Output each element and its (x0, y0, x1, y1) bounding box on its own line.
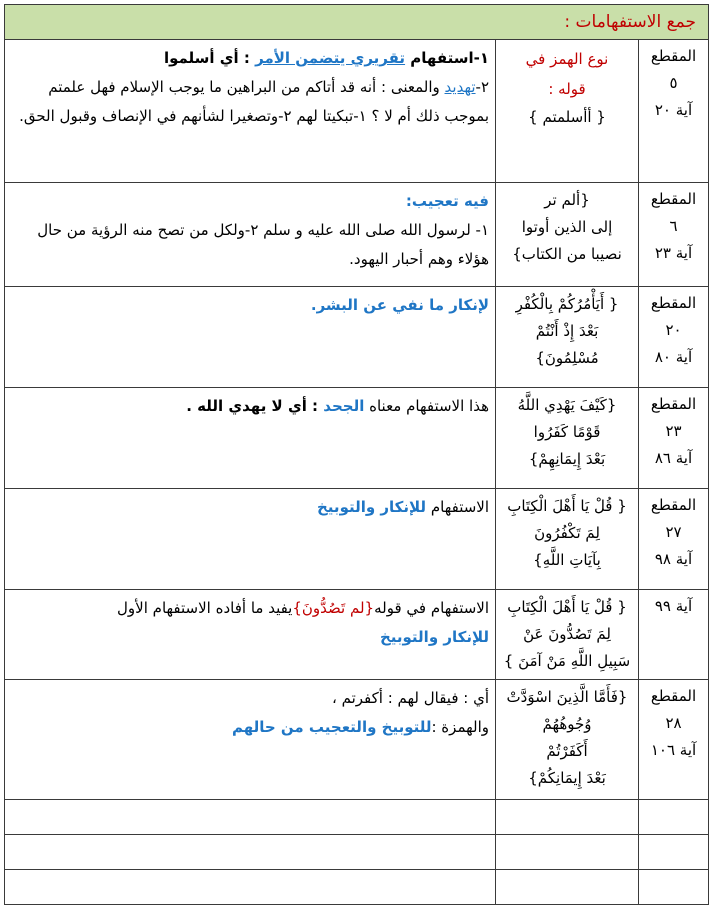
segment-number: ٢٠ (665, 321, 682, 339)
segment-label: المقطع (650, 496, 697, 514)
verse-line: بَعْدَ إِيمَانِكُمْ} (528, 769, 606, 787)
explanation-cell (5, 489, 496, 590)
segment-label: المقطع (650, 294, 697, 312)
segment-cell (639, 183, 709, 287)
explanation-cell (5, 388, 496, 489)
verse-line: إلى الذين أوتوا (521, 218, 613, 236)
explanation-highlight: للتوبيخ والتعجيب من حالهم (231, 718, 432, 736)
verse-line: { أَيَأْمُرُكُمْ بِالْكُفْرِ (515, 295, 619, 313)
explanation-text: ٢- (475, 78, 490, 96)
table-row (5, 680, 709, 800)
segment-label: المقطع (650, 395, 697, 413)
title-row (5, 5, 709, 40)
verse-line: بِآيَاتِ اللَّهِ} (533, 551, 601, 569)
explanation-highlight: لإنكار ما نفي عن البشر. (310, 296, 490, 314)
segment-cell (639, 40, 709, 183)
empty-cell (496, 800, 639, 835)
explanation-highlight: {لم تَصُدُّونَ} (292, 599, 375, 617)
verse-line: نصيبا من الكتاب} (512, 245, 622, 263)
segment-cell (639, 287, 709, 388)
empty-row (5, 870, 709, 905)
empty-row (5, 800, 709, 835)
empty-cell (639, 870, 709, 905)
explanation-highlight: الجحد (323, 397, 365, 415)
table-row (5, 590, 709, 680)
explanation-text: ١-استفهام (405, 49, 490, 67)
explanation-text: الاستفهام (426, 498, 490, 516)
verse-number: آية ٨٦ (654, 449, 693, 467)
verse-line: وُجُوهُهُمْ (542, 715, 592, 733)
explanation-text: الاستفهام في قوله (374, 599, 490, 617)
segment-number: ٢٣ (665, 422, 682, 440)
explanation-cell (5, 680, 496, 800)
explanation-cell (5, 287, 496, 388)
segment-label: المقطع (650, 47, 697, 65)
empty-row (5, 835, 709, 870)
verse-number: آية ٢٣ (654, 244, 693, 262)
segment-number: ٦ (669, 217, 678, 235)
segment-number: ٥ (669, 74, 678, 92)
explanation-cell (5, 40, 496, 183)
verse-line: مُسْلِمُونَ} (535, 349, 599, 367)
verse-line: { قُلْ يَا أَهْلَ الْكِتَابِ (507, 497, 627, 515)
verse-heading: قوله : (548, 80, 586, 98)
empty-cell (496, 870, 639, 905)
explanation-cell (5, 183, 496, 287)
explanation-cell (5, 590, 496, 680)
verse-line: سَبِيلِ اللَّهِ مَنْ آمَنَ } (503, 652, 631, 670)
explanation-text: يفيد ما أفاده الاستفهام الأول (117, 599, 293, 617)
verse-cell (496, 388, 639, 489)
segment-cell (639, 680, 709, 800)
empty-cell (639, 835, 709, 870)
explanation-heading: فيه تعجيب: (405, 192, 490, 210)
segment-cell (639, 489, 709, 590)
verse-cell (496, 183, 639, 287)
verse-cell (496, 590, 639, 680)
explanation-text: والهمزة : (431, 718, 490, 736)
questions-table (4, 4, 709, 905)
verse-cell (496, 287, 639, 388)
explanation-text: هذا الاستفهام معناه (364, 397, 490, 415)
verse-line: {كَيْفَ يَهْدِي اللَّهُ (517, 396, 617, 414)
title-cell (5, 5, 709, 40)
segment-cell (639, 590, 709, 680)
segment-label: المقطع (650, 190, 697, 208)
verse-cell (496, 40, 639, 183)
verse-line: { أأسلمتم } (528, 108, 606, 126)
verse-line: أَكَفَرْتُمْ (546, 742, 588, 760)
verse-line: قَوْمًا كَفَرُوا (533, 423, 601, 441)
explanation-text: والمعنى : أنه قد أتاكم من البراهين ما يوجب الإسلام فهل علمتم بموجب ذلك أم لا ؟ ١-تبكيتا لهم ٢-وتصغيرا لشأنهم في الإنصاف وقبول الحق. (19, 78, 490, 125)
verse-number: آية ٨٠ (654, 348, 693, 366)
verse-line: { قُلْ يَا أَهْلَ الْكِتَابِ (507, 598, 627, 616)
explanation-highlight: تقريري يتضمن الأمر (255, 49, 406, 67)
segment-number: ٢٨ (665, 714, 682, 732)
verse-line: لِمَ تَكْفُرُونَ (534, 524, 600, 542)
verse-cell (496, 489, 639, 590)
verse-line: {ألم تر (544, 191, 590, 209)
table-row (5, 287, 709, 388)
verse-number: آية ٩٨ (654, 550, 693, 568)
verse-number: آية ٢٠ (654, 101, 693, 119)
table-row (5, 40, 709, 183)
empty-cell (496, 835, 639, 870)
empty-cell (639, 800, 709, 835)
empty-cell (5, 870, 496, 905)
verse-number: آية ١٠٦ (650, 741, 697, 759)
verse-line: لِمَ تَصُدُّونَ عَنْ (523, 625, 611, 643)
explanation-text: : أي لا يهدي الله . (186, 397, 324, 415)
segment-number: ٢٧ (665, 523, 682, 541)
verse-line: بَعْدَ إِذْ أَنْتُمْ (535, 322, 599, 340)
verse-line: بَعْدَ إِيمَانِهِمْ} (528, 450, 606, 468)
empty-cell (5, 835, 496, 870)
table-row (5, 183, 709, 287)
table-title: جمع الاستفهامات : (564, 12, 697, 32)
verse-heading: نوع الهمز في (525, 50, 609, 68)
explanation-text: : أي أسلموا (163, 49, 256, 67)
explanation-highlight: للإنكار والتوبيخ (317, 498, 427, 516)
table-row (5, 489, 709, 590)
explanation-text: ١- لرسول الله صلى الله عليه و سلم ٢-ولكل من تصح منه الرؤية من حال هؤلاء وهم أحبار اليهود. (37, 221, 490, 268)
verse-number: آية ٩٩ (654, 597, 693, 615)
segment-cell (639, 388, 709, 489)
explanation-highlight: للإنكار والتوبيخ (379, 628, 490, 646)
segment-label: المقطع (650, 687, 697, 705)
verse-line: {فَأَمَّا الَّذِينَ اسْوَدَّتْ (506, 688, 628, 706)
verse-cell (496, 680, 639, 800)
table-row (5, 388, 709, 489)
explanation-text: أي : فيقال لهم : أكفرتم ، (331, 689, 490, 707)
empty-cell (5, 800, 496, 835)
explanation-highlight: تهديد (444, 78, 476, 96)
